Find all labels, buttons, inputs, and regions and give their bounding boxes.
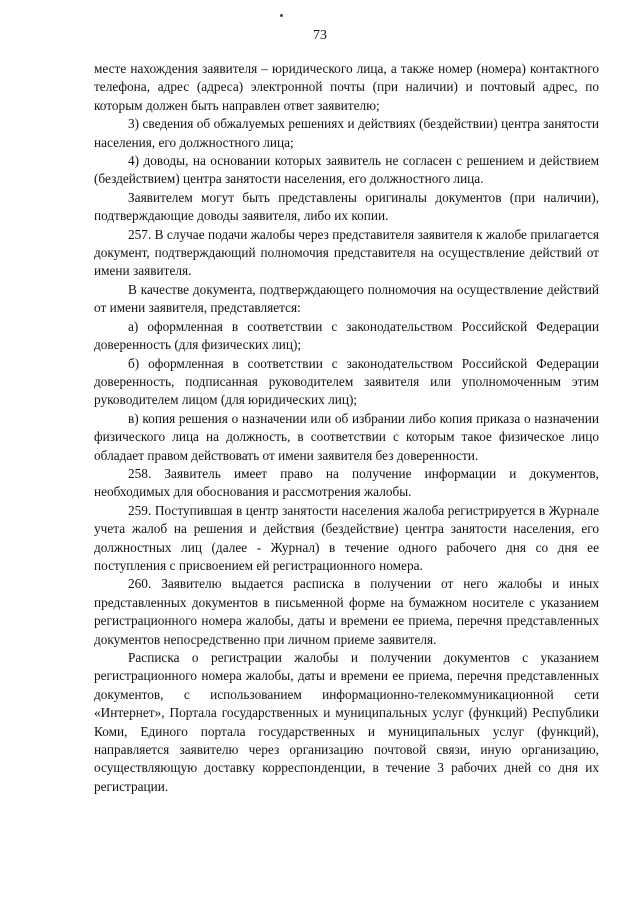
page-number: 73 bbox=[313, 28, 327, 43]
paragraph-260: 260. Заявителю выдается расписка в получении от него жалобы и иных представленных документов в письменной форме на бумажном носителе с указанием регистрационного номера жалобы, даты и времени ее приема, перечня представленных документов непосредственно при личном приеме заявителя. bbox=[94, 576, 599, 647]
paragraph-257: 257. В случае подачи жалобы через представителя заявителя к жалобе прилагается документ, подтверждающий полномочия представителя на осуществление действий от имени заявителя. bbox=[94, 226, 599, 279]
paragraph-item-4: 4) доводы, на основании которых заявитель не согласен с решением и действием (бездействием) центра занятости населения, его должностного лица. bbox=[94, 153, 599, 187]
document-body bbox=[94, 60, 599, 796]
paragraph-item-a: а) оформленная в соответствии с законодательством Российской Федерации доверенность (для физических лиц); bbox=[94, 318, 599, 353]
paragraph-authority-document: В качестве документа, подтверждающего полномочия на осуществление действий от имени заявителя, представляется: bbox=[94, 281, 599, 316]
paragraph-item-3: 3) сведения об обжалуемых решениях и действиях (бездействии) центра занятости населения, его должностного лица; bbox=[94, 116, 599, 150]
paragraph-originals: Заявителем могут быть представлены оригиналы документов (при наличии), подтверждающие доводы заявителя, либо их копии. bbox=[94, 189, 599, 224]
scan-speck bbox=[280, 14, 283, 17]
paragraph-receipt: Расписка о регистрации жалобы и получении документов с указанием регистрационного номера жалобы, даты и времени ее приема, перечня представленных документов, с использованием информационно-телекоммуникационной сети «Интернет», Портала государственных и муниципальных услуг (функций) Республики Коми, Единого портала государственных и муниципальных услуг (функций), направляется заявителю через организацию почтовой связи, иную организацию, осуществляющую доставку корреспонденции, в течение 3 рабочих дней со дня их регистрации. bbox=[94, 650, 599, 794]
paragraph-258: 258. Заявитель имеет право на получение информации и документов, необходимых для обоснования и рассмотрения жалобы. bbox=[94, 465, 599, 500]
paragraph-259: 259. Поступившая в центр занятости населения жалоба регистрируется в Журнале учета жалоб на решения и действия (бездействие) центра занятости населения, его должностных лиц (далее - Журнал) в течение одного рабочего дня со дня ее поступления с присвоением ей регистрационного номера. bbox=[94, 502, 599, 573]
paragraph-applicant-address: месте нахождения заявителя – юридического лица, а также номер (номера) контактного телефона, адрес (адреса) электронной почты (при наличии) и почтовый адрес, по которым должен быть направлен ответ заявителю; bbox=[94, 61, 599, 113]
paragraph-item-b: б) оформленная в соответствии с законодательством Российской Федерации доверенность, подписанная руководителем заявителя или уполномоченным этим руководителем лицом (для юридических лиц); bbox=[94, 355, 599, 408]
paragraph-item-v: в) копия решения о назначении или об избрании либо копия приказа о назначении физического лица на должность, в соответствии с которым такое физическое лицо обладает правом действовать от имени заявителя без доверенности. bbox=[94, 410, 599, 463]
